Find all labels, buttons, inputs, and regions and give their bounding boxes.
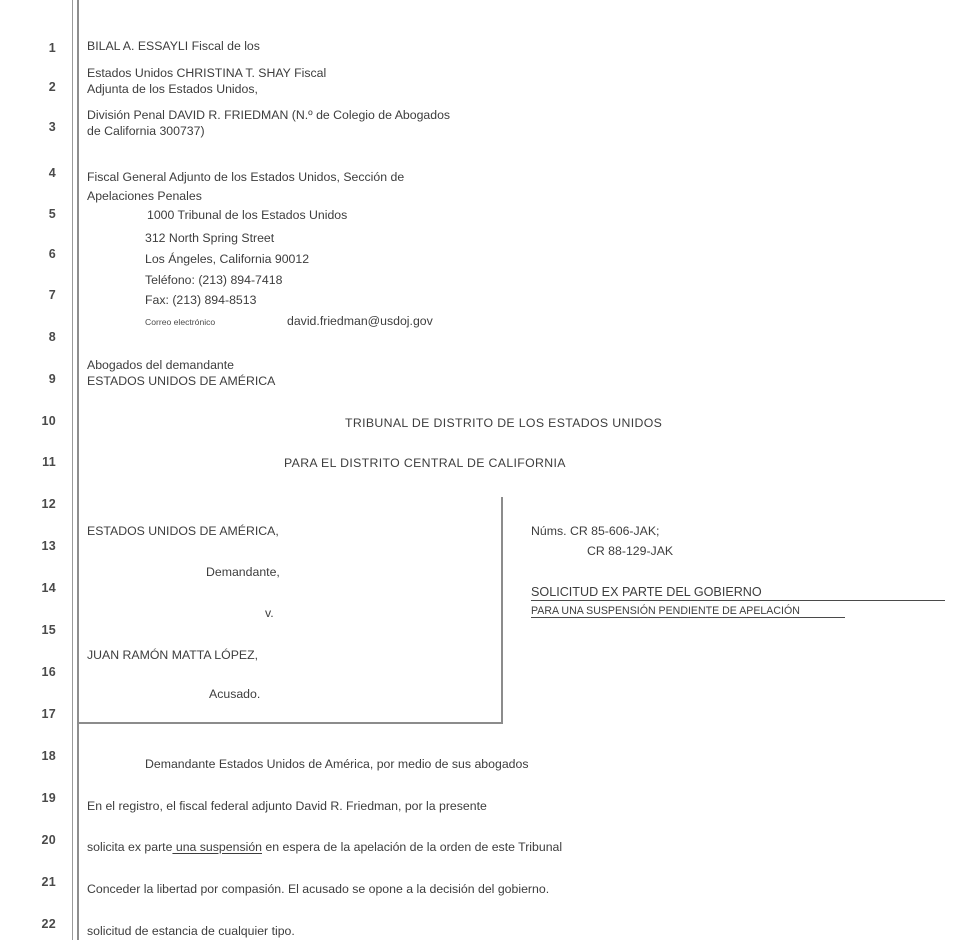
line-number: 21 [41, 875, 56, 889]
line-number: 13 [41, 539, 56, 553]
address-line-1: 1000 Tribunal de los Estados Unidos [147, 208, 348, 222]
counsel-for-party: ESTADOS UNIDOS DE AMÉRICA [87, 374, 276, 388]
attorney-title-line-2: Apelaciones Penales [87, 189, 202, 203]
pleading-title-underline-1 [531, 600, 945, 601]
email-label: Correo electrónico [145, 317, 216, 327]
line-number: 8 [48, 330, 56, 344]
fax-line: Fax: (213) 894-8513 [145, 293, 257, 307]
line-number: 9 [48, 372, 56, 386]
email-value: david.friedman@usdoj.gov [287, 314, 433, 328]
pleading-title-line-2: PARA UNA SUSPENSIÓN PENDIENTE DE APELACIÓN [531, 605, 800, 617]
line-number: 14 [41, 581, 56, 595]
body-line-22: solicitud de estancia de cualquier tipo. [87, 924, 295, 938]
line-number: 22 [41, 917, 56, 931]
caption-defendant-role: Acusado. [209, 687, 261, 701]
caption-plaintiff-role: Demandante, [206, 565, 280, 579]
caption-box-bottom-border [77, 722, 503, 724]
line-number: 5 [48, 207, 56, 221]
line-number: 20 [41, 833, 56, 847]
line-number: 6 [48, 247, 56, 261]
body-line-18: Demandante Estados Unidos de América, por medio de sus abogados [145, 757, 529, 771]
address-line-3: Los Ángeles, California 90012 [145, 252, 310, 266]
pleading-title-line-1: SOLICITUD EX PARTE DEL GOBIERNO [531, 585, 762, 599]
attorney-name-line-2: Estados Unidos CHRISTINA T. SHAY Fiscal [87, 66, 327, 80]
line-number: 16 [41, 665, 56, 679]
line-number: 4 [48, 166, 56, 180]
attorney-title-line-1: Fiscal General Adjunto de los Estados Unidos, Sección de [87, 170, 405, 184]
line-number: 7 [48, 288, 56, 302]
line-number: 18 [41, 749, 56, 763]
line-number: 1 [48, 41, 56, 55]
pleading-title-underline-2 [531, 617, 845, 618]
caption-defendant: JUAN RAMÓN MATTA LÓPEZ, [87, 648, 259, 662]
case-number-secondary: CR 88-129-JAK [587, 544, 674, 558]
court-heading-line-1: TRIBUNAL DE DISTRITO DE LOS ESTADOS UNIDOS [345, 416, 663, 430]
phone-line: Teléfono: (213) 894-7418 [145, 273, 283, 287]
body-line-21: Conceder la libertad por compasión. El acusado se opone a la decisión del gobierno. [87, 882, 550, 896]
line-number: 19 [41, 791, 56, 805]
caption-plaintiff: ESTADOS UNIDOS DE AMÉRICA, [87, 524, 279, 538]
line-number: 3 [48, 120, 56, 134]
body-line-20-underlined: una suspensión [172, 840, 262, 854]
case-numbers-primary: Núms. CR 85-606-JAK; [531, 524, 660, 538]
line-number: 15 [41, 623, 56, 637]
attorney-name-line-5: de California 300737) [87, 124, 205, 138]
body-line-20-part-a: solicita ex parte [87, 840, 173, 854]
attorney-name-line-4: División Penal DAVID R. FRIEDMAN (N.º de Colegio de Abogados [87, 108, 451, 122]
line-number: 10 [41, 414, 56, 428]
line-number: 2 [48, 80, 56, 94]
line-number: 12 [41, 497, 56, 511]
line-number: 11 [42, 455, 56, 469]
body-line-19: En el registro, el fiscal federal adjunto David R. Friedman, por la presente [87, 799, 487, 813]
address-line-2: 312 North Spring Street [145, 231, 275, 245]
counsel-for-label: Abogados del demandante [87, 358, 234, 372]
body-line-20 [87, 840, 562, 854]
body-line-20-part-b: en espera de la apelación de la orden de este Tribunal [262, 840, 563, 854]
caption-box-right-border [501, 497, 503, 724]
attorney-name-line-3: Adjunta de los Estados Unidos, [87, 82, 258, 96]
attorney-name-line-1: BILAL A. ESSAYLI Fiscal de los [87, 39, 260, 53]
line-number: 17 [41, 707, 56, 721]
court-heading-line-2: PARA EL DISTRITO CENTRAL DE CALIFORNIA [284, 456, 566, 470]
caption-versus: v. [265, 606, 274, 620]
